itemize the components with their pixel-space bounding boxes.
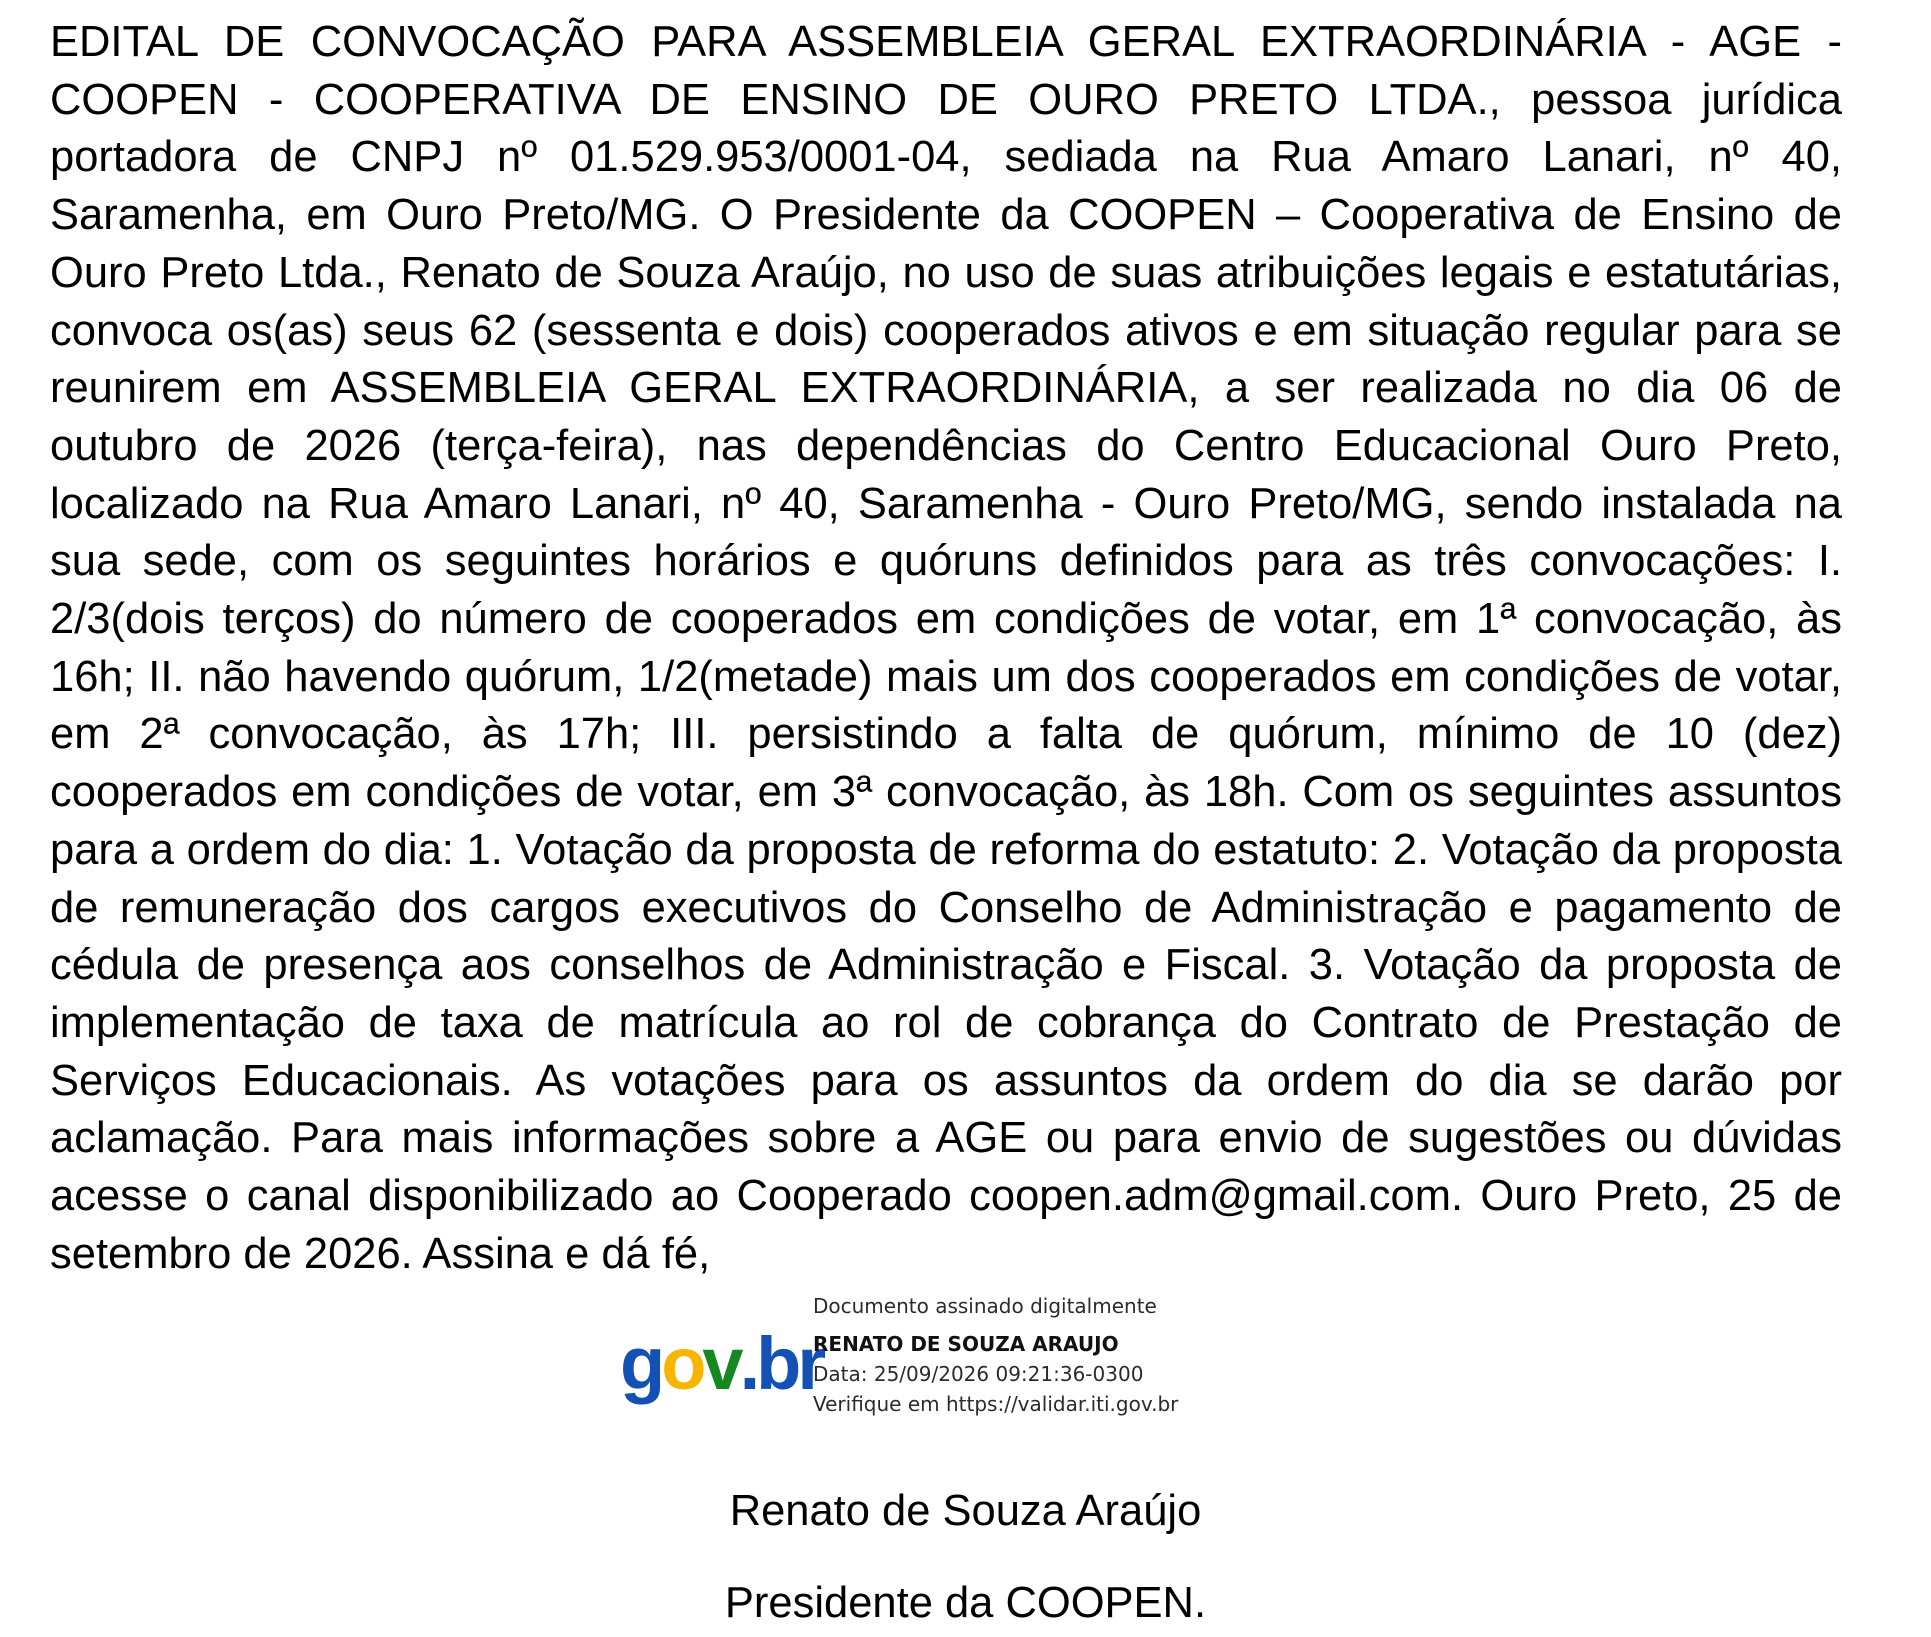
edital-body-text: EDITAL DE CONVOCAÇÃO PARA ASSEMBLEIA GERAL EXTRAORDINÁRIA - AGE - COOPEN - COOPERATIVA DE ENSINO DE OURO PRETO LTDA., pessoa jurídica portadora de CNPJ nº 01.529.953/0001-04, sediada na Rua Amaro Lanari, nº 40, Saramenha, em Ouro Preto/MG. O Presidente da COOPEN – Cooperativa de Ensino de Ouro Preto Ltda., Renato de Souza Araújo, no uso de suas atribuições legais e estatutárias, convoca os(as) seus 62 (sessenta e dois) cooperados ativos e em situação regular para se reunirem em ASSEMBLEIA GERAL EXTRAORDINÁRIA, a ser realizada no dia 06 de outubro de 2026 (terça-feira), nas dependências do Centro Educacional Ouro Preto, localizado na Rua Amaro Lanari, nº 40, Saramenha - Ouro Preto/MG, sendo instalada na sua sede, com os seguintes horários e quóruns definidos para as três convocações: I. 2/3(dois terços) do número de cooperados em condições de votar, em 1ª convocação, às 16h; II. não havendo quórum, 1/2(metade) mais um dos cooperados em condições de votar, em 2ª convocação, às 17h; III. persistindo a falta de quórum, mínimo de 10 (dez) cooperados em condições de votar, em 3ª convocação, às 18h. Com os seguintes assuntos para a ordem do dia: 1. Votação da proposta de reforma do estatuto: 2. Votação da proposta de remuneração dos cargos executivos do Conselho de Administração e pagamento de cédula de presença aos conselhos de Administração e Fiscal. 3. Votação da proposta de implementação de taxa de matrícula ao rol de cobrança do Contrato de Prestação de Serviços Educacionais. As votações para os assuntos da ordem do dia se darão por aclamação. Para mais informações sobre a AGE ou para envio de sugestões ou dúvidas acesse o canal disponibilizado ao Cooperado coopen.adm@gmail.com. Ouro Preto, 25 de setembro de 2026. Assina e dá fé, <box>50 18 1842 1278</box>
govbr-logo-letter-b: b <box>756 1322 798 1405</box>
govbr-logo-letter-g: g <box>620 1322 662 1405</box>
govbr-logo-letter-o: o <box>661 1322 703 1405</box>
signer-role: Presidente da COOPEN. <box>724 1579 1207 1627</box>
edital-document <box>50 14 1842 1283</box>
signer-name: Renato de Souza Araújo <box>729 1487 1202 1535</box>
signature-stamp-header: Documento assinado digitalmente <box>813 1294 1157 1318</box>
govbr-logo-letter-r: r <box>797 1322 823 1405</box>
digital-signature-stamp <box>620 1287 1240 1432</box>
signature-stamp-text <box>813 1291 1178 1419</box>
govbr-logo-dot: . <box>739 1322 757 1405</box>
govbr-logo-letter-v: v <box>702 1322 740 1405</box>
signature-stamp-signer: RENATO DE SOUZA ARAUJO <box>813 1332 1119 1356</box>
signature-stamp-date: Data: 25/09/2026 09:21:36-0300 <box>813 1362 1144 1386</box>
signature-stamp-verify-link[interactable]: Verifique em https://validar.iti.gov.br <box>813 1392 1179 1416</box>
govbr-logo <box>620 1322 823 1405</box>
